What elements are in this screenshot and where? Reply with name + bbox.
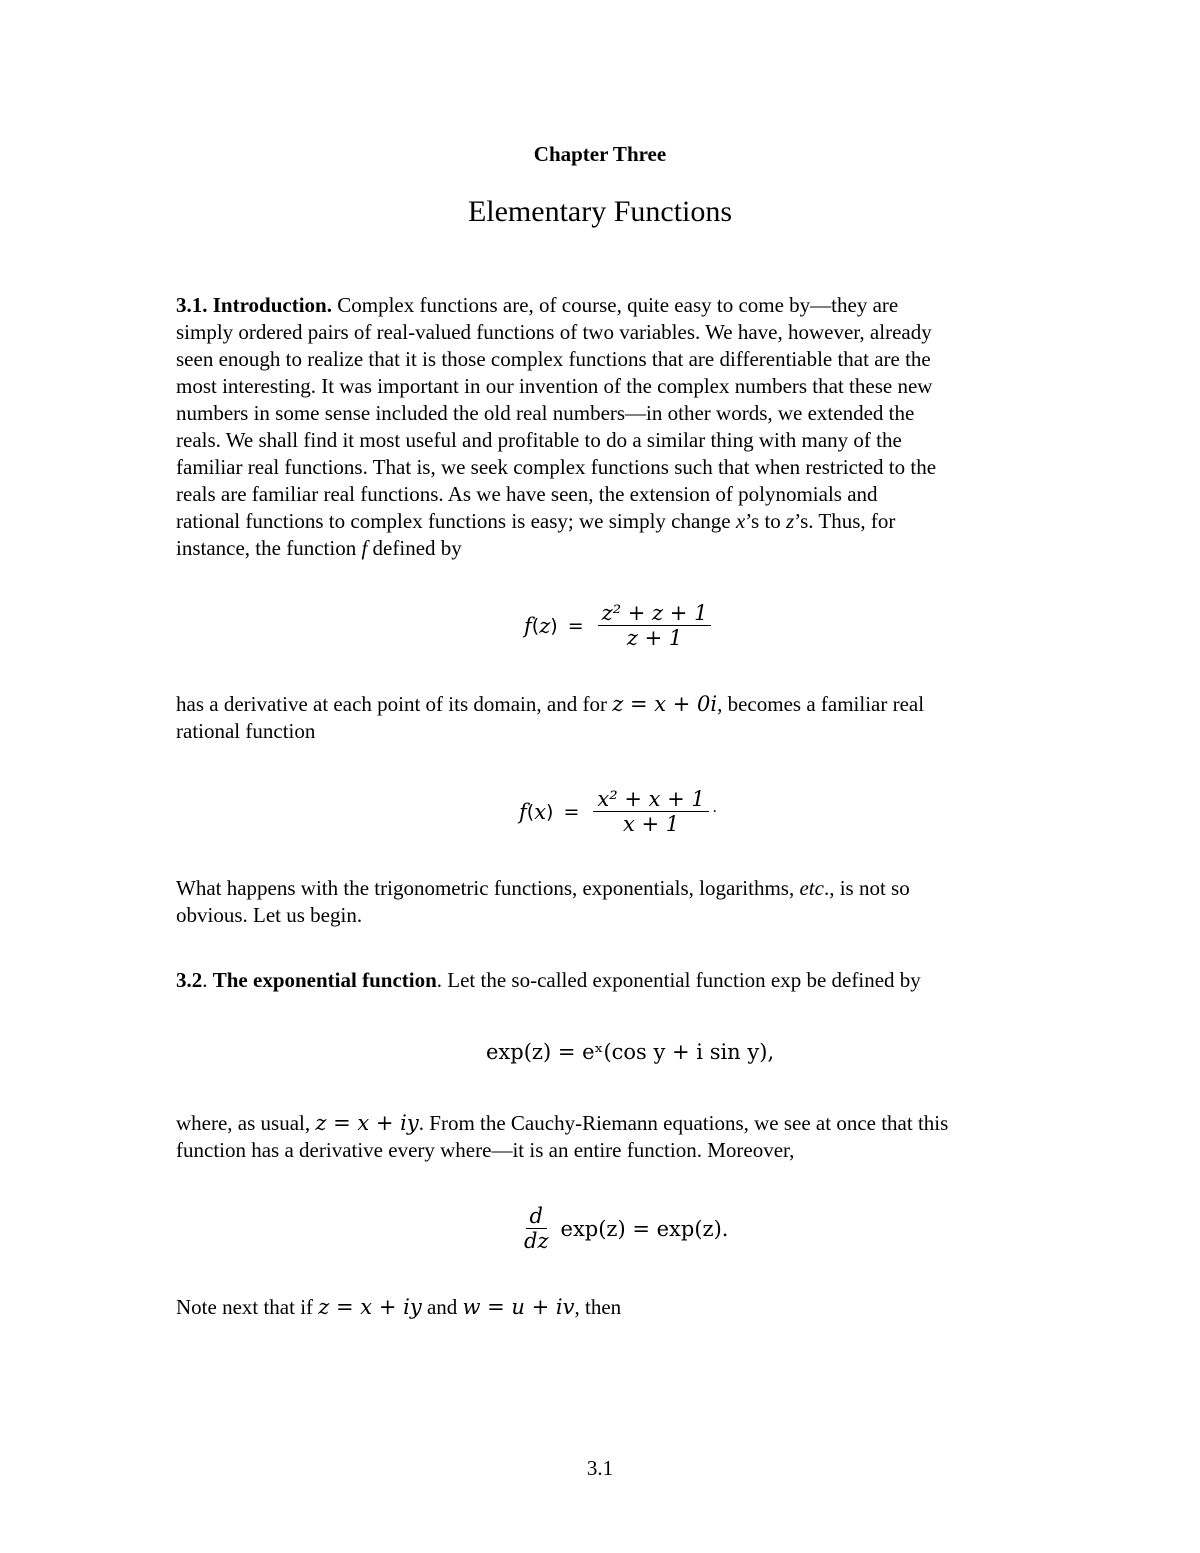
- equation-exp-definition: exp(z) = eˣ(cos y + i sin y),: [486, 1040, 775, 1064]
- paragraph: where, as usual, z = x + iy. From the Cauchy-Riemann equations, we see at once that this function has a derivative every where—it is an entire function. Moreover,: [176, 1111, 949, 1162]
- equation-exp-derivative: $\frac{d}{dz}$ exp(z) = exp(z).: [516, 1205, 728, 1252]
- paragraph-line: simply ordered pairs of real-valued functions of two variables. We have, however, already: [176, 320, 932, 344]
- derivative-fraction: $\frac{d}{dz}$: [524, 1204, 549, 1253]
- denominator: x + 1: [622, 812, 680, 836]
- equation-fz: f ( z ) = $\frac{\text{z² + z + 1}}{z + 1}$: [524, 602, 715, 649]
- paragraph-line: most interesting. It was important in our invention of the complex numbers that these new: [176, 374, 933, 398]
- chapter-title: Elementary Functions: [467, 195, 733, 228]
- paragraph: Note next that if z = x + iy and w = u + iv, then: [176, 1295, 622, 1319]
- paragraph-line: familiar real functions. That is, we seek complex functions such that when restricted to the: [176, 455, 937, 479]
- equation-fx: f ( x ) = $\frac{\text{x² + x + 1}}{x + 1}$ .: [519, 787, 717, 836]
- paragraph-line: seen enough to realize that it is those complex functions that are differentiable that are the: [176, 347, 931, 371]
- paragraph-line: rational functions to complex functions is easy; we simply change x’s to z’s. Thus, for: [176, 509, 896, 533]
- paragraph-line: instance, the function f defined by: [176, 536, 462, 560]
- section-heading: The exponential function: [212, 968, 437, 992]
- paragraph: has a derivative at each point of its domain, and for z = x + 0i, becomes a familiar real rational function: [176, 692, 925, 743]
- section-number: 3.1.: [176, 293, 208, 317]
- denominator: z + 1: [626, 626, 683, 650]
- fraction: [593, 788, 708, 835]
- section-intro-paragraph: [176, 292, 1056, 562]
- section-number: 3.2: [176, 968, 203, 992]
- chapter-label: Chapter Three: [533, 142, 667, 166]
- section-heading: Introduction.: [212, 293, 332, 317]
- page-number: 3.1: [586, 1456, 614, 1480]
- paragraph-line: numbers in some sense included the old real numbers—in other words, we extended the: [176, 401, 915, 425]
- paragraph: What happens with the trigonometric functions, exponentials, logarithms, etc., is not so obvious. Let us begin.: [176, 876, 910, 927]
- numerator: x² + x + 1: [593, 788, 708, 812]
- fraction: [598, 602, 712, 649]
- numerator: z² + z + 1: [598, 602, 712, 626]
- paragraph-line: reals are familiar real functions. As we have seen, the extension of polynomials and: [176, 482, 878, 506]
- paragraph-line: 3.1. Introduction. Complex functions are, of course, quite easy to come by—they are: [176, 293, 899, 317]
- section-exponential-paragraph: 3.2. The exponential function. Let the so-called exponential function exp be defined by: [176, 968, 921, 992]
- paragraph-line: reals. We shall find it most useful and profitable to do a similar thing with many of the: [176, 428, 902, 452]
